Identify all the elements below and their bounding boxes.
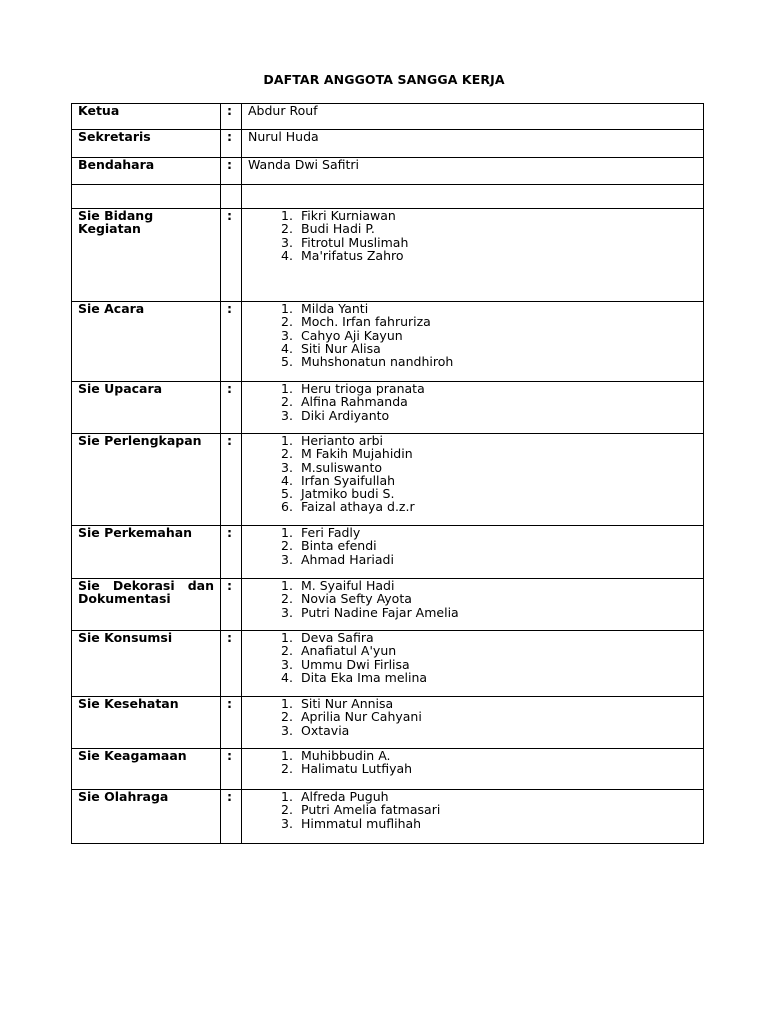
member-name: Aprilia Nur Cahyani [301, 709, 422, 725]
member-row [72, 104, 704, 130]
member-row [72, 209, 704, 302]
member-list-item [281, 222, 703, 235]
list-number: 1. [281, 748, 293, 763]
value-cell [242, 631, 704, 697]
member-list-item [281, 342, 703, 355]
member-row [72, 749, 704, 790]
list-number: 4. [281, 472, 293, 488]
role-cell [72, 104, 221, 130]
separator-cell [221, 579, 242, 631]
list-number: 4. [281, 247, 293, 263]
value-cell [242, 579, 704, 631]
separator-cell [221, 790, 242, 844]
member-list [248, 749, 703, 776]
member-list-item [281, 790, 703, 803]
member-name: Muhibbudin A. [301, 748, 391, 763]
member-row [72, 697, 704, 749]
member-name: Ahmad Hariadi [301, 551, 394, 567]
list-number: 3. [281, 327, 293, 343]
member-list-item [281, 236, 703, 249]
separator-cell [221, 697, 242, 749]
member-list [248, 631, 703, 684]
member-name: Budi Hadi P. [301, 221, 375, 237]
member-list-item [281, 461, 703, 474]
member-row [72, 579, 704, 631]
member-list-item [281, 487, 703, 500]
member-list-item [281, 724, 703, 737]
member-name: Cahyo Aji Kayun [301, 327, 403, 343]
member-list-item [281, 592, 703, 605]
member-name: Irfan Syaifullah [301, 472, 396, 488]
member-list-item [281, 539, 703, 552]
list-number: 3. [281, 234, 293, 250]
list-number: 1. [281, 578, 293, 593]
member-name: Moch. Irfan fahruriza [301, 314, 431, 330]
member-list [248, 579, 703, 619]
list-number: 2. [281, 538, 293, 554]
colon-separator: : [227, 157, 232, 172]
list-number: 1. [281, 381, 293, 396]
role-cell [72, 579, 221, 631]
role-label: Sie Keagamaan [78, 748, 187, 763]
value-cell [242, 526, 704, 579]
member-list [248, 790, 703, 830]
role-label: Bendahara [78, 157, 155, 172]
member-name: Heru trioga pranata [301, 381, 425, 396]
member-list-item [281, 697, 703, 710]
member-name: Putri Amelia fatmasari [301, 802, 441, 818]
separator-cell [221, 158, 242, 185]
member-list-item [281, 803, 703, 816]
colon-separator: : [227, 208, 232, 223]
member-name: Dita Eka Ima melina [301, 669, 428, 685]
separator-cell [221, 526, 242, 579]
value-cell [242, 104, 704, 130]
member-name: Feri Fadly [301, 525, 361, 540]
member-name: Wanda Dwi Safitri [248, 157, 359, 172]
colon-separator: : [227, 103, 232, 118]
role-cell [72, 526, 221, 579]
list-number: 6. [281, 499, 293, 515]
list-number: 3. [281, 459, 293, 475]
list-number: 5. [281, 486, 293, 502]
list-number: 2. [281, 761, 293, 777]
member-list-item [281, 817, 703, 830]
member-name: Faizal athaya d.z.r [301, 499, 415, 515]
member-name: Halimatu Lutfiyah [301, 761, 413, 777]
member-list [248, 209, 703, 262]
member-table-body [72, 104, 704, 844]
member-name: Fikri Kurniawan [301, 208, 396, 223]
value-cell [242, 130, 704, 158]
list-number: 2. [281, 314, 293, 330]
role-label: Sie Dekorasi dan Dokumentasi [78, 578, 214, 607]
member-list-item [281, 631, 703, 644]
member-name: Siti Nur Alisa [301, 340, 381, 356]
list-number: 3. [281, 815, 293, 831]
list-number: 2. [281, 802, 293, 818]
role-label: Sie Olahraga [78, 789, 169, 804]
member-list [248, 434, 703, 514]
member-name: Deva Safira [301, 630, 374, 645]
member-list [248, 302, 703, 368]
member-name: Anafiatul A'yun [301, 643, 397, 659]
member-name: M. Syaiful Hadi [301, 578, 395, 593]
member-name: Abdur Rouf [248, 103, 318, 118]
member-table [71, 103, 704, 844]
member-list-item [281, 644, 703, 657]
member-row [72, 434, 704, 526]
member-list-item [281, 249, 703, 262]
colon-separator: : [227, 748, 232, 763]
list-number: 4. [281, 669, 293, 685]
member-list-item [281, 658, 703, 671]
member-row [72, 382, 704, 434]
colon-separator: : [227, 525, 232, 540]
member-list-item [281, 671, 703, 684]
member-name: Siti Nur Annisa [301, 696, 394, 711]
member-name: Binta efendi [301, 538, 377, 554]
member-list-item [281, 606, 703, 619]
role-cell [72, 382, 221, 434]
list-number: 2. [281, 709, 293, 725]
member-list-item [281, 710, 703, 723]
member-list-item [281, 209, 703, 222]
colon-separator: : [227, 696, 232, 711]
member-name: Diki Ardiyanto [301, 407, 390, 423]
role-cell [72, 158, 221, 185]
list-number: 1. [281, 630, 293, 645]
role-cell [72, 209, 221, 302]
member-list-item [281, 579, 703, 592]
value-cell [242, 382, 704, 434]
role-cell [72, 302, 221, 382]
list-number: 3. [281, 551, 293, 567]
member-name: M.suliswanto [301, 459, 383, 475]
role-cell [72, 749, 221, 790]
member-row [72, 790, 704, 844]
colon-separator: : [227, 381, 232, 396]
member-list-item [281, 553, 703, 566]
document-title: DAFTAR ANGGOTA SANGGA KERJA [263, 72, 505, 87]
separator-cell [221, 209, 242, 302]
member-list-item [281, 355, 703, 368]
role-cell [72, 697, 221, 749]
colon-separator: : [227, 301, 232, 316]
member-list-item [281, 474, 703, 487]
list-number: 1. [281, 433, 293, 448]
member-name: Jatmiko budi S. [301, 486, 395, 502]
separator-cell [221, 185, 242, 209]
list-number: 2. [281, 591, 293, 607]
member-list-item [281, 315, 703, 328]
value-cell [242, 158, 704, 185]
role-cell [72, 631, 221, 697]
colon-separator: : [227, 789, 232, 804]
member-list-item [281, 302, 703, 315]
member-list-item [281, 434, 703, 447]
member-name: Himmatul muflihah [301, 815, 422, 831]
role-cell [72, 130, 221, 158]
list-number: 3. [281, 656, 293, 672]
member-name: Novia Sefty Ayota [301, 591, 412, 607]
colon-separator: : [227, 433, 232, 448]
member-row [72, 158, 704, 185]
list-number: 1. [281, 208, 293, 223]
value-cell [242, 749, 704, 790]
value-cell [242, 434, 704, 526]
list-number: 3. [281, 407, 293, 423]
role-label: Sie Perkemahan [78, 525, 193, 540]
separator-cell [221, 382, 242, 434]
value-cell [242, 790, 704, 844]
value-cell [242, 302, 704, 382]
value-cell [242, 697, 704, 749]
list-number: 1. [281, 301, 293, 316]
member-row [72, 631, 704, 697]
list-number: 2. [281, 446, 293, 462]
list-number: 2. [281, 643, 293, 659]
member-list-item [281, 749, 703, 762]
member-list-item [281, 526, 703, 539]
list-number: 3. [281, 604, 293, 620]
separator-cell [221, 130, 242, 158]
role-label: Sie Upacara [78, 381, 163, 396]
member-name: M Fakih Mujahidin [301, 446, 413, 462]
role-cell [72, 790, 221, 844]
list-number: 2. [281, 221, 293, 237]
colon-separator: : [227, 578, 232, 593]
separator-cell [221, 104, 242, 130]
value-cell [242, 209, 704, 302]
list-number: 4. [281, 340, 293, 356]
member-list [248, 382, 703, 422]
member-name: Ma'rifatus Zahro [301, 247, 404, 263]
member-list-item [281, 447, 703, 460]
list-number: 1. [281, 789, 293, 804]
member-list-item [281, 329, 703, 342]
separator-cell [221, 631, 242, 697]
member-name: Muhshonatun nandhiroh [301, 354, 454, 370]
member-list-item [281, 762, 703, 775]
role-label: Ketua [78, 103, 120, 118]
separator-cell [221, 749, 242, 790]
member-row [72, 185, 704, 209]
colon-separator: : [227, 129, 232, 144]
member-row [72, 130, 704, 158]
member-name: Herianto arbi [301, 433, 384, 448]
role-label: Sie Perlengkapan [78, 433, 202, 448]
role-label: Sie Konsumsi [78, 630, 173, 645]
role-label: Sie Acara [78, 301, 145, 316]
list-number: 1. [281, 525, 293, 540]
member-list-item [281, 500, 703, 513]
role-cell [72, 434, 221, 526]
member-row [72, 302, 704, 382]
role-label: Sekretaris [78, 129, 151, 144]
member-list [248, 697, 703, 737]
member-name: Nurul Huda [248, 129, 319, 144]
member-name: Alfina Rahmanda [301, 394, 408, 410]
member-name: Putri Nadine Fajar Amelia [301, 604, 459, 620]
member-name: Alfreda Puguh [301, 789, 389, 804]
separator-cell [221, 302, 242, 382]
colon-separator: : [227, 630, 232, 645]
member-name: Fitrotul Muslimah [301, 234, 409, 250]
list-number: 3. [281, 722, 293, 738]
member-list-item [281, 409, 703, 422]
role-label: Sie Kesehatan [78, 696, 179, 711]
list-number: 2. [281, 394, 293, 410]
member-list-item [281, 395, 703, 408]
member-list [248, 526, 703, 566]
value-cell [242, 185, 704, 209]
member-name: Ummu Dwi Firlisa [301, 656, 410, 672]
list-number: 1. [281, 696, 293, 711]
member-list-item [281, 382, 703, 395]
member-name: Oxtavia [301, 722, 350, 738]
member-row [72, 526, 704, 579]
list-number: 5. [281, 354, 293, 370]
role-cell [72, 185, 221, 209]
member-name: Milda Yanti [301, 301, 369, 316]
role-label: Sie Bidang Kegiatan [78, 208, 154, 237]
separator-cell [221, 434, 242, 526]
